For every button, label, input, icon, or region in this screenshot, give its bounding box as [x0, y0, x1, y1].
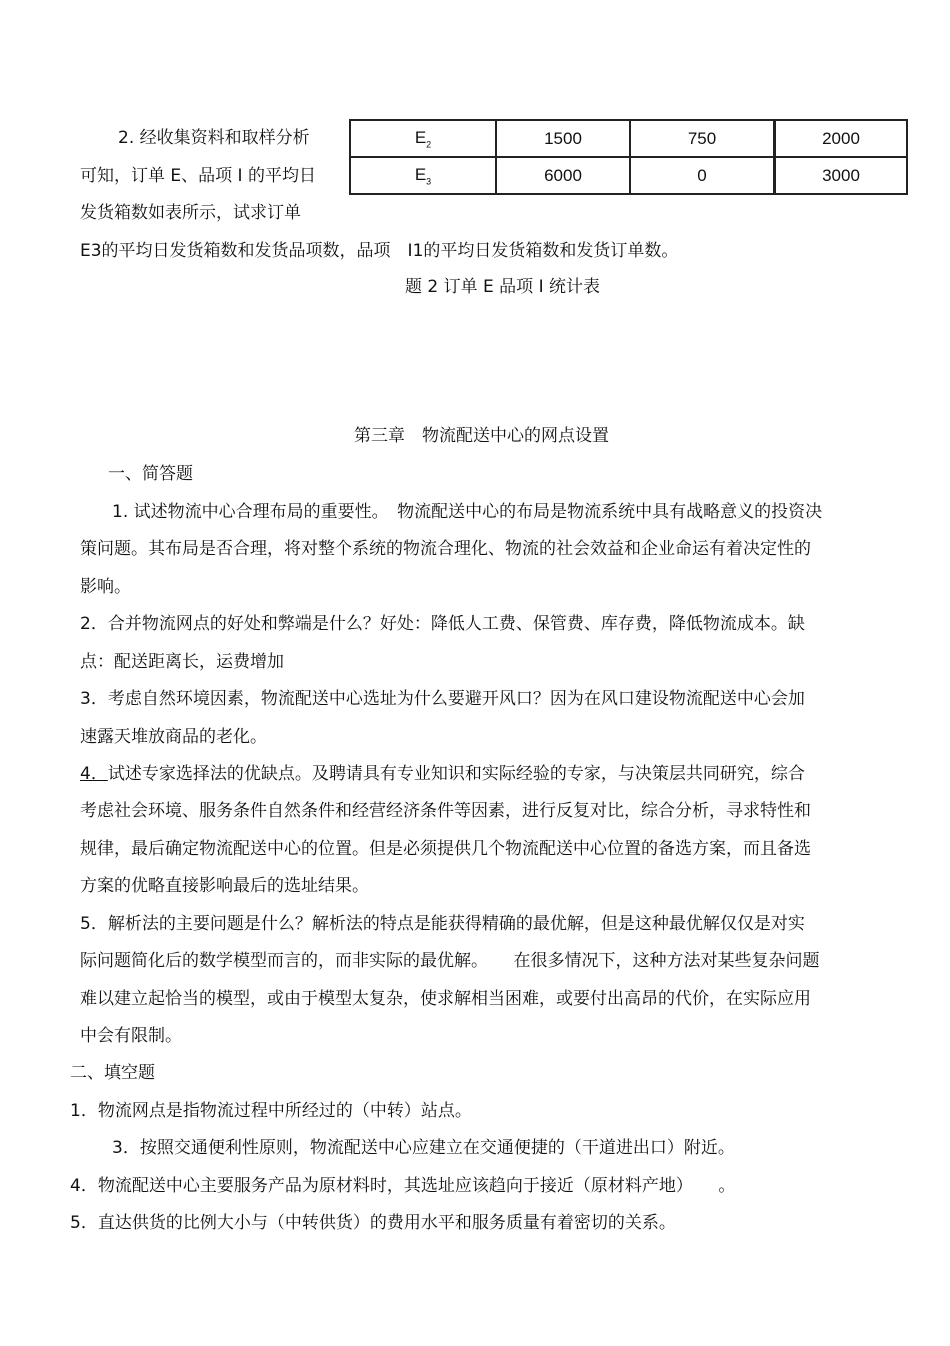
q4-line-2: 考虑社会环境、服务条件自然条件和经营经济条件等因素，进行反复对比，综合分析，寻求特性和	[80, 801, 811, 821]
q5-line-2: 际问题简化后的数学模型而言的，而非实际的最优解。 在很多情况下，这种方法对某些复杂问题	[80, 951, 820, 971]
table-cell: 750	[630, 120, 775, 157]
q3-line-2: 速露天堆放商品的老化。	[80, 727, 267, 747]
fill-item-1: 1．物流网点是指物流过程中所经过的（中转）站点。	[70, 1101, 472, 1121]
table-cell-label: $E_3$	[350, 157, 496, 194]
q2-line-1: 2．合并物流网点的好处和弊端是什么？好处：降低人工费、保管费、库存费，降低物流成本。缺	[80, 614, 805, 634]
q2-line-2: 点：配送距离长，运费增加	[80, 652, 284, 672]
q5-line-4: 中会有限制。	[80, 1026, 182, 1046]
problem2-line-2: 可知，订单 E、品项 I 的平均日	[80, 166, 316, 186]
q3-line-1: 3．考虑自然环境因素，物流配送中心选址为什么要避开风口？因为在风口建设物流配送中心会加	[80, 689, 805, 709]
problem2-line-4: E3的平均日发货箱数和发货品项数，品项 I1的平均日发货箱数和发货订单数。	[80, 241, 679, 261]
table-cell: 3000	[775, 157, 908, 194]
table-cell: 2000	[775, 120, 908, 157]
q4-line-3: 规律，最后确定物流配送中心的位置。但是必须提供几个物流配送中心位置的备选方案，而且备选	[80, 839, 811, 859]
q1-line-2: 策问题。其布局是否合理，将对整个系统的物流合理化、物流的社会效益和企业命运有着决定性的	[80, 539, 811, 559]
fill-item-3: 3．按照交通便利性原则，物流配送中心应建立在交通便捷的（干道进出口）附近。	[112, 1138, 735, 1158]
chapter-title: 第三章 物流配送中心的网点设置	[354, 426, 609, 446]
q1-line-1: 1. 试述物流中心合理布局的重要性。 物流配送中心的布局是物流系统中具有战略意义的投资决	[112, 502, 823, 522]
table-row	[350, 120, 907, 157]
table-cell: 0	[630, 157, 775, 194]
section-heading-fill-in: 二、填空题	[70, 1063, 155, 1083]
q4-line-4: 方案的优略直接影响最后的选址结果。	[80, 876, 369, 896]
fill-item-5: 5．直达供货的比例大小与（中转供货）的费用水平和服务质量有着密切的关系。	[70, 1213, 676, 1233]
table-cell: 6000	[496, 157, 630, 194]
q1-line-3: 影响。	[80, 577, 131, 597]
fill-item-4: 4．物流配送中心主要服务产品为原材料时，其选址应该趋向于接近（原材料产地） 。	[70, 1176, 736, 1196]
table-row	[350, 157, 907, 194]
q4-line-1: 4．试述专家选择法的优缺点。及聘请具有专业知识和实际经验的专家，与决策层共同研究，综合	[80, 764, 805, 784]
q5-line-1: 5．解析法的主要问题是什么？解析法的特点是能获得精确的最优解，但是这种最优解仅仅是对实	[80, 914, 805, 934]
problem2-line-1: 2. 经收集资料和取样分析	[118, 128, 310, 148]
table-cell: 1500	[496, 120, 630, 157]
problem2-line-3: 发货箱数如表所示，试求订单	[80, 203, 301, 223]
q5-line-3: 难以建立起恰当的模型，或由于模型太复杂，使求解相当困难，或要付出高昂的代价，在实际应用	[80, 989, 811, 1009]
table-cell-label: $E_2$	[350, 120, 496, 157]
table-caption: 题 2 订单 E 品项 I 统计表	[405, 277, 600, 297]
q4-number: 4．	[80, 764, 108, 784]
section-heading-short-answer: 一、简答题	[108, 464, 193, 484]
stats-table	[349, 119, 908, 195]
